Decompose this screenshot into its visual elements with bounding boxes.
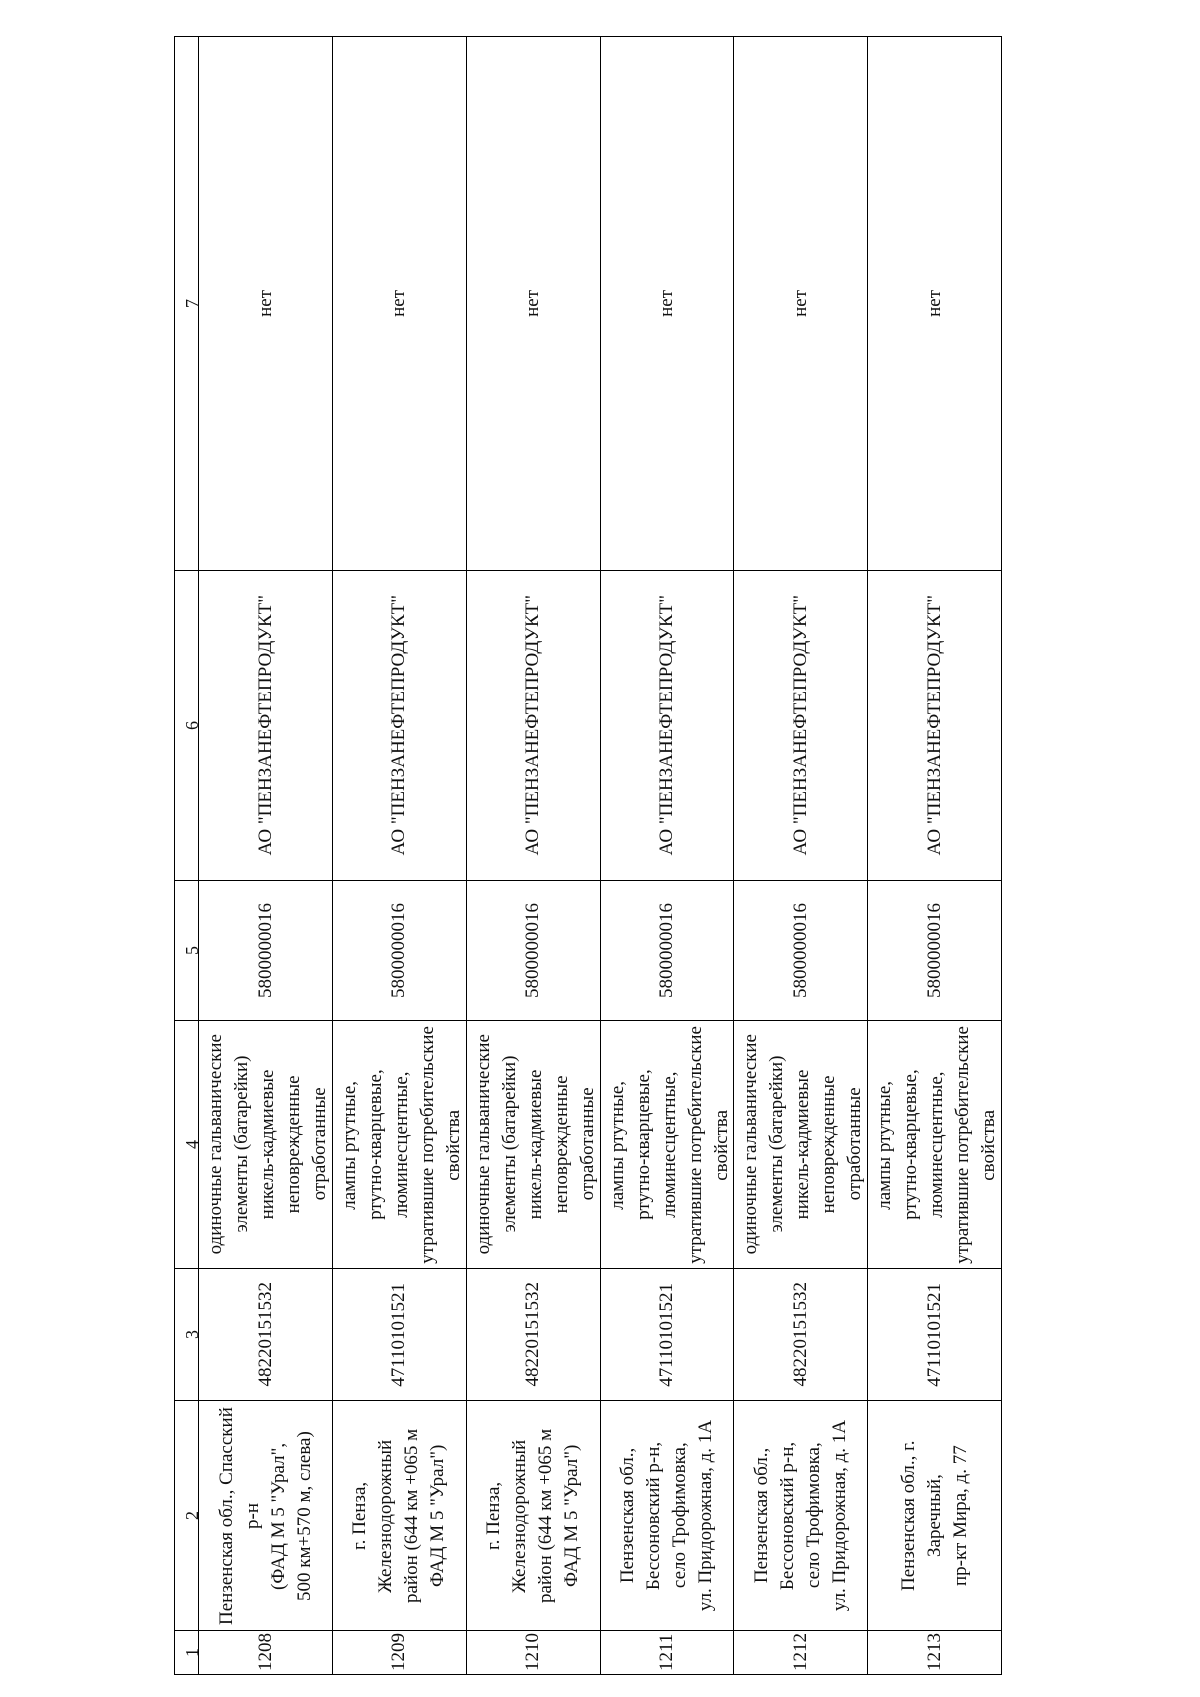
cell-text: 1 <box>182 1648 202 1657</box>
address-cell <box>199 1401 333 1631</box>
flag-cell <box>868 37 1002 571</box>
cell-text: АО "ПЕНЗАНЕФТЕПРОДУКТ" <box>522 595 544 856</box>
record-number <box>600 1631 734 1675</box>
field-row-num <box>175 1631 1002 1675</box>
waste-name-cell <box>734 1021 868 1269</box>
cell-text: 5800000016 <box>789 903 811 998</box>
cell-text: г. Пенза, Железнодорожный район (644 км +065 м ФАД М 5 "Урал") <box>349 1428 449 1603</box>
waste-code-cell <box>333 1269 467 1401</box>
cell-text: 3 <box>182 1330 202 1339</box>
record-number <box>199 1631 333 1675</box>
cell-text: 48220151532 <box>789 1282 811 1387</box>
column-header-6 <box>175 571 202 881</box>
record-number <box>734 1631 868 1675</box>
cell-text: АО "ПЕНЗАНЕФТЕПРОДУКТ" <box>923 595 945 856</box>
cell-text: 1213 <box>923 1632 945 1671</box>
cell-text: нет <box>655 290 677 317</box>
waste-name-cell <box>333 1021 467 1269</box>
address-cell <box>734 1401 868 1631</box>
cell-text: 1211 <box>655 1633 677 1671</box>
cell-text: 5 <box>182 946 202 955</box>
address-cell <box>333 1401 467 1631</box>
cell-text: нет <box>522 290 544 317</box>
waste-registry-table <box>174 36 1002 1675</box>
waste-code-cell <box>199 1269 333 1401</box>
address-cell <box>868 1401 1002 1631</box>
column-header-1 <box>175 1631 202 1675</box>
organization-cell <box>199 571 333 881</box>
cell-text: Пензенская обл., г. Заречный, пр-кт Мира, д. 77 <box>897 1440 971 1591</box>
cell-text: АО "ПЕНЗАНЕФТЕПРОДУКТ" <box>254 595 276 856</box>
field-row-waste <box>175 1021 1002 1269</box>
waste-code-cell <box>600 1269 734 1401</box>
flag-cell <box>466 37 600 571</box>
cell-text: нет <box>923 290 945 317</box>
column-header-2 <box>175 1401 202 1631</box>
waste-name-cell <box>600 1021 734 1269</box>
flag-cell <box>333 37 467 571</box>
waste-code-cell <box>734 1269 868 1401</box>
cell-text: 1210 <box>522 1632 544 1671</box>
column-header-3 <box>175 1269 202 1401</box>
okved-code-cell <box>868 881 1002 1021</box>
okved-code-cell <box>333 881 467 1021</box>
address-cell <box>466 1401 600 1631</box>
cell-text: лампы ртутные, ртутно-кварцевые, люминесцентные, утратившие потребительские свойства <box>339 1025 465 1264</box>
cell-text: одиночные гальванические элементы (батарейки) никель-кадмиевые неповрежденные отработанные <box>740 1034 866 1255</box>
record-number <box>466 1631 600 1675</box>
cell-text: Пензенская обл., Спасский р-н (ФАД М 5 "Урал", 500 км+570 м, слева) <box>215 1406 315 1625</box>
organization-cell <box>333 571 467 881</box>
cell-text: 48220151532 <box>522 1282 544 1387</box>
field-row-org <box>175 571 1002 881</box>
cell-text: 7 <box>182 299 202 308</box>
cell-text: 6 <box>182 721 202 730</box>
cell-text: 1208 <box>254 1632 276 1671</box>
flag-cell <box>199 37 333 571</box>
record-number <box>868 1631 1002 1675</box>
organization-cell <box>868 571 1002 881</box>
cell-text: АО "ПЕНЗАНЕФТЕПРОДУКТ" <box>789 595 811 856</box>
waste-name-cell <box>199 1021 333 1269</box>
cell-text: Пензенская обл., Бессоновский р-н, село Трофимовка, ул. Придорожная, д. 1А <box>750 1419 850 1612</box>
cell-text: 1212 <box>789 1632 811 1671</box>
address-cell <box>600 1401 734 1631</box>
cell-text: АО "ПЕНЗАНЕФТЕПРОДУКТ" <box>655 595 677 856</box>
cell-text: нет <box>254 290 276 317</box>
okved-code-cell <box>466 881 600 1021</box>
cell-text: 47110101521 <box>655 1282 677 1387</box>
cell-text: г. Пенза, Железнодорожный район (644 км +065 м ФАД М 5 "Урал") <box>483 1428 583 1603</box>
cell-text: 1209 <box>388 1632 410 1671</box>
cell-text: 5800000016 <box>254 903 276 998</box>
okved-code-cell <box>199 881 333 1021</box>
cell-text: АО "ПЕНЗАНЕФТЕПРОДУКТ" <box>388 595 410 856</box>
cell-text: Пензенская обл., Бессоновский р-н, село Трофимовка, ул. Придорожная, д. 1А <box>616 1419 716 1612</box>
waste-code-cell <box>868 1269 1002 1401</box>
field-row-address <box>175 1401 1002 1631</box>
cell-text: лампы ртутные, ртутно-кварцевые, люминесцентные, утратившие потребительские свойства <box>874 1025 1000 1264</box>
cell-text: 2 <box>182 1511 202 1520</box>
column-header-4 <box>175 1021 202 1269</box>
organization-cell <box>600 571 734 881</box>
flag-cell <box>600 37 734 571</box>
cell-text: нет <box>388 290 410 317</box>
okved-code-cell <box>734 881 868 1021</box>
cell-text: 48220151532 <box>254 1282 276 1387</box>
okved-code-cell <box>600 881 734 1021</box>
cell-text: одиночные гальванические элементы (батарейки) никель-кадмиевые неповрежденные отработанные <box>205 1034 331 1255</box>
column-header-7 <box>175 37 202 571</box>
cell-text: 5800000016 <box>655 903 677 998</box>
flag-cell <box>734 37 868 571</box>
field-row-code <box>175 1269 1002 1401</box>
waste-code-cell <box>466 1269 600 1401</box>
cell-text: 47110101521 <box>388 1282 410 1387</box>
waste-name-cell <box>868 1021 1002 1269</box>
field-row-flag <box>175 37 1002 571</box>
cell-text: 4 <box>182 1140 202 1149</box>
cell-text: 5800000016 <box>522 903 544 998</box>
organization-cell <box>734 571 868 881</box>
cell-text: лампы ртутные, ртутно-кварцевые, люминесцентные, утратившие потребительские свойства <box>606 1025 732 1264</box>
organization-cell <box>466 571 600 881</box>
cell-text: нет <box>789 290 811 317</box>
rotated-table-wrapper <box>174 36 1002 1675</box>
waste-name-cell <box>466 1021 600 1269</box>
field-row-okved <box>175 881 1002 1021</box>
column-header-5 <box>175 881 202 1021</box>
cell-text: 47110101521 <box>923 1282 945 1387</box>
cell-text: 5800000016 <box>923 903 945 998</box>
cell-text: одиночные гальванические элементы (батарейки) никель-кадмиевые неповрежденные отработанные <box>472 1034 598 1255</box>
record-number <box>333 1631 467 1675</box>
cell-text: 5800000016 <box>388 903 410 998</box>
